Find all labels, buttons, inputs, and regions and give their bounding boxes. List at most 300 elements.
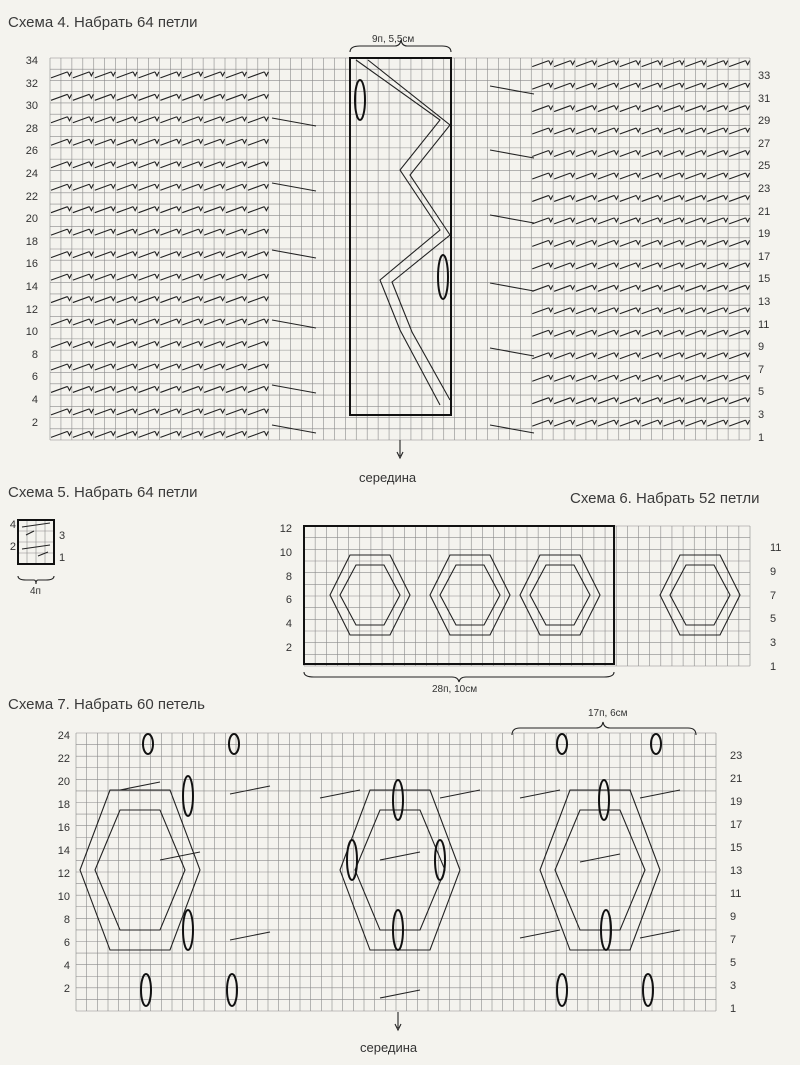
slip-stitch-symbol — [685, 285, 702, 291]
v-stitch-symbol — [133, 319, 137, 323]
v-stitch-symbol — [264, 274, 268, 278]
v-stitch-symbol — [636, 173, 640, 177]
v-stitch-symbol — [243, 386, 247, 390]
v-stitch-symbol — [111, 364, 115, 368]
slip-stitch-symbol — [620, 375, 637, 381]
slip-stitch-symbol — [576, 195, 593, 201]
v-stitch-symbol — [264, 342, 268, 346]
slip-stitch-symbol — [248, 297, 265, 303]
slip-stitch-symbol — [182, 364, 199, 370]
scheme-4-cross-symbol — [272, 385, 316, 393]
row-number: 1 — [758, 431, 765, 444]
slip-stitch-symbol — [182, 139, 199, 145]
slip-stitch-symbol — [576, 61, 593, 67]
v-stitch-symbol — [724, 106, 728, 110]
slip-stitch-symbol — [95, 72, 112, 78]
slip-stitch-symbol — [642, 285, 659, 291]
slip-stitch-symbol — [182, 319, 199, 325]
slip-stitch-symbol — [685, 398, 702, 404]
slip-stitch-symbol — [204, 274, 221, 280]
v-stitch-symbol — [155, 431, 159, 435]
v-stitch-symbol — [593, 83, 597, 87]
slip-stitch-symbol — [620, 128, 637, 134]
v-stitch-symbol — [746, 398, 750, 402]
v-stitch-symbol — [614, 285, 618, 289]
slip-stitch-symbol — [204, 319, 221, 325]
slip-stitch-symbol — [532, 106, 549, 112]
slip-stitch-symbol — [598, 330, 615, 336]
row-number: 32 — [25, 77, 38, 90]
v-stitch-symbol — [155, 207, 159, 211]
v-stitch-symbol — [658, 173, 662, 177]
slip-stitch-symbol — [95, 162, 112, 168]
slip-stitch-symbol — [248, 274, 265, 280]
v-stitch-symbol — [680, 151, 684, 155]
slip-stitch-symbol — [95, 207, 112, 213]
v-stitch-symbol — [155, 274, 159, 278]
v-stitch-symbol — [571, 263, 575, 267]
row-number: 1 — [730, 1003, 737, 1015]
v-stitch-symbol — [680, 263, 684, 267]
v-stitch-symbol — [614, 195, 618, 199]
slip-stitch-symbol — [729, 375, 746, 381]
v-stitch-symbol — [89, 319, 93, 323]
slip-stitch-symbol — [576, 240, 593, 246]
v-stitch-symbol — [133, 274, 137, 278]
slip-stitch-symbol — [707, 218, 724, 224]
slip-stitch-symbol — [160, 229, 177, 235]
v-stitch-symbol — [199, 94, 203, 98]
slip-stitch-symbol — [729, 83, 746, 89]
slip-stitch-symbol — [729, 330, 746, 336]
v-stitch-symbol — [724, 353, 728, 357]
v-stitch-symbol — [549, 420, 553, 424]
slip-stitch-symbol — [160, 72, 177, 78]
scheme-6-cable-shape — [670, 565, 730, 625]
slip-stitch-symbol — [729, 128, 746, 134]
scheme-4-cable-line — [368, 60, 450, 400]
slip-stitch-symbol — [598, 375, 615, 381]
slip-stitch-symbol — [642, 240, 659, 246]
slip-stitch-symbol — [226, 274, 243, 280]
slip-stitch-symbol — [576, 128, 593, 134]
v-stitch-symbol — [111, 117, 115, 121]
scheme-4-cross-symbol — [272, 118, 316, 126]
v-stitch-symbol — [221, 117, 225, 121]
slip-stitch-symbol — [160, 117, 177, 123]
v-stitch-symbol — [702, 308, 706, 312]
slip-stitch-symbol — [51, 162, 68, 168]
v-stitch-symbol — [68, 117, 72, 121]
v-stitch-symbol — [89, 364, 93, 368]
row-number: 29 — [758, 115, 771, 128]
slip-stitch-symbol — [139, 252, 156, 258]
v-stitch-symbol — [593, 330, 597, 334]
slip-stitch-symbol — [73, 409, 90, 415]
v-stitch-symbol — [549, 263, 553, 267]
slip-stitch-symbol — [554, 83, 571, 89]
v-stitch-symbol — [68, 319, 72, 323]
scheme-6-width-label: 28п, 10см — [432, 684, 478, 695]
slip-stitch-symbol — [532, 285, 549, 291]
slip-stitch-symbol — [707, 106, 724, 112]
v-stitch-symbol — [89, 162, 93, 166]
slip-stitch-symbol — [226, 431, 243, 437]
v-stitch-symbol — [680, 375, 684, 379]
slip-stitch-symbol — [707, 353, 724, 359]
slip-stitch-symbol — [117, 386, 134, 392]
v-stitch-symbol — [264, 162, 268, 166]
v-stitch-symbol — [264, 184, 268, 188]
v-stitch-symbol — [746, 285, 750, 289]
row-number: 2 — [9, 541, 16, 553]
slip-stitch-symbol — [642, 398, 659, 404]
v-stitch-symbol — [89, 342, 93, 346]
row-number: 11 — [770, 542, 782, 554]
slip-stitch-symbol — [117, 229, 134, 235]
row-number: 4 — [285, 618, 292, 631]
scheme-6-cable-shape — [430, 555, 510, 635]
v-stitch-symbol — [636, 375, 640, 379]
slip-stitch-symbol — [95, 386, 112, 392]
slip-stitch-symbol — [685, 263, 702, 269]
slip-stitch-symbol — [685, 353, 702, 359]
v-stitch-symbol — [111, 229, 115, 233]
slip-stitch-symbol — [73, 297, 90, 303]
slip-stitch-symbol — [160, 386, 177, 392]
scheme-4-cross-symbol — [490, 150, 534, 158]
v-stitch-symbol — [89, 139, 93, 143]
v-stitch-symbol — [89, 431, 93, 435]
v-stitch-symbol — [221, 364, 225, 368]
slip-stitch-symbol — [664, 173, 681, 179]
slip-stitch-symbol — [642, 151, 659, 157]
v-stitch-symbol — [724, 330, 728, 334]
slip-stitch-symbol — [642, 128, 659, 134]
row-number: 4 — [31, 394, 38, 406]
slip-stitch-symbol — [664, 375, 681, 381]
scheme-4-top-brace — [350, 40, 451, 52]
slip-stitch-symbol — [204, 72, 221, 78]
v-stitch-symbol — [658, 218, 662, 222]
v-stitch-symbol — [614, 330, 618, 334]
v-stitch-symbol — [724, 240, 728, 244]
scheme-4-cross-symbol — [272, 320, 316, 328]
v-stitch-symbol — [571, 195, 575, 199]
v-stitch-symbol — [549, 128, 553, 132]
v-stitch-symbol — [111, 94, 115, 98]
v-stitch-symbol — [111, 162, 115, 166]
v-stitch-symbol — [243, 297, 247, 301]
slip-stitch-symbol — [554, 375, 571, 381]
v-stitch-symbol — [89, 207, 93, 211]
slip-stitch-symbol — [685, 195, 702, 201]
v-stitch-symbol — [702, 353, 706, 357]
slip-stitch-symbol — [73, 274, 90, 280]
slip-stitch-symbol — [685, 128, 702, 134]
slip-stitch-symbol — [664, 308, 681, 314]
v-stitch-symbol — [68, 162, 72, 166]
slip-stitch-symbol — [642, 83, 659, 89]
row-number: 2 — [285, 642, 292, 654]
v-stitch-symbol — [571, 375, 575, 379]
v-stitch-symbol — [746, 263, 750, 267]
v-stitch-symbol — [243, 409, 247, 413]
v-stitch-symbol — [636, 106, 640, 110]
v-stitch-symbol — [571, 330, 575, 334]
scheme-7-cross-symbol — [640, 930, 680, 938]
slip-stitch-symbol — [664, 106, 681, 112]
v-stitch-symbol — [658, 353, 662, 357]
slip-stitch-symbol — [248, 117, 265, 123]
slip-stitch-symbol — [139, 117, 156, 123]
scheme-4-cross-symbol — [490, 283, 534, 291]
slip-stitch-symbol — [532, 330, 549, 336]
v-stitch-symbol — [549, 353, 553, 357]
v-stitch-symbol — [177, 117, 181, 121]
slip-stitch-symbol — [729, 151, 746, 157]
v-stitch-symbol — [593, 240, 597, 244]
v-stitch-symbol — [636, 218, 640, 222]
slip-stitch-symbol — [729, 106, 746, 112]
v-stitch-symbol — [658, 263, 662, 267]
v-stitch-symbol — [89, 409, 93, 413]
v-stitch-symbol — [724, 263, 728, 267]
slip-stitch-symbol — [576, 151, 593, 157]
slip-stitch-symbol — [226, 184, 243, 190]
scheme-4-width-label: 9п, 5,5см — [372, 34, 415, 45]
row-number: 19 — [730, 796, 743, 808]
slip-stitch-symbol — [51, 229, 68, 235]
v-stitch-symbol — [680, 61, 684, 65]
slip-stitch-symbol — [139, 94, 156, 100]
slip-stitch-symbol — [117, 94, 134, 100]
slip-stitch-symbol — [182, 94, 199, 100]
slip-stitch-symbol — [685, 61, 702, 67]
v-stitch-symbol — [614, 173, 618, 177]
v-stitch-symbol — [177, 229, 181, 233]
v-stitch-symbol — [746, 83, 750, 87]
v-stitch-symbol — [221, 229, 225, 233]
slip-stitch-symbol — [554, 420, 571, 426]
slip-stitch-symbol — [139, 274, 156, 280]
slip-stitch-symbol — [554, 240, 571, 246]
slip-stitch-symbol — [532, 420, 549, 426]
v-stitch-symbol — [221, 184, 225, 188]
v-stitch-symbol — [68, 274, 72, 278]
v-stitch-symbol — [571, 353, 575, 357]
slip-stitch-symbol — [226, 207, 243, 213]
v-stitch-symbol — [243, 117, 247, 121]
v-stitch-symbol — [702, 263, 706, 267]
slip-stitch-symbol — [117, 431, 134, 437]
scheme-7-bobble — [141, 974, 151, 1006]
v-stitch-symbol — [155, 117, 159, 121]
slip-stitch-symbol — [95, 229, 112, 235]
v-stitch-symbol — [549, 330, 553, 334]
slip-stitch-symbol — [51, 139, 68, 145]
v-stitch-symbol — [155, 94, 159, 98]
slip-stitch-symbol — [685, 420, 702, 426]
slip-stitch-symbol — [117, 342, 134, 348]
v-stitch-symbol — [133, 117, 137, 121]
slip-stitch-symbol — [248, 342, 265, 348]
slip-stitch-symbol — [664, 353, 681, 359]
slip-stitch-symbol — [532, 240, 549, 246]
slip-stitch-symbol — [707, 308, 724, 314]
slip-stitch-symbol — [51, 409, 68, 415]
v-stitch-symbol — [614, 151, 618, 155]
v-stitch-symbol — [571, 128, 575, 132]
v-stitch-symbol — [658, 398, 662, 402]
row-number: 3 — [730, 980, 737, 992]
slip-stitch-symbol — [707, 128, 724, 134]
slip-stitch-symbol — [204, 94, 221, 100]
v-stitch-symbol — [658, 106, 662, 110]
slip-stitch-symbol — [598, 83, 615, 89]
scheme-7-bobble — [227, 974, 237, 1006]
row-number: 23 — [758, 183, 771, 195]
slip-stitch-symbol — [139, 184, 156, 190]
slip-stitch-symbol — [576, 218, 593, 224]
v-stitch-symbol — [549, 218, 553, 222]
v-stitch-symbol — [89, 297, 93, 301]
slip-stitch-symbol — [160, 207, 177, 213]
slip-stitch-symbol — [554, 285, 571, 291]
v-stitch-symbol — [177, 431, 181, 435]
slip-stitch-symbol — [51, 431, 68, 437]
slip-stitch-symbol — [532, 195, 549, 201]
v-stitch-symbol — [549, 83, 553, 87]
slip-stitch-symbol — [685, 106, 702, 112]
v-stitch-symbol — [68, 342, 72, 346]
row-number: 27 — [758, 137, 771, 150]
v-stitch-symbol — [680, 308, 684, 312]
row-number: 14 — [57, 845, 70, 857]
v-stitch-symbol — [746, 353, 750, 357]
slip-stitch-symbol — [139, 72, 156, 78]
scheme-5-brace — [18, 576, 54, 584]
v-stitch-symbol — [155, 364, 159, 368]
v-stitch-symbol — [177, 162, 181, 166]
row-number: 7 — [730, 934, 737, 946]
v-stitch-symbol — [549, 195, 553, 199]
slip-stitch-symbol — [554, 195, 571, 201]
slip-stitch-symbol — [685, 83, 702, 89]
row-number: 30 — [25, 100, 38, 113]
scheme-4-title: Схема 4. Набрать 64 петли — [8, 14, 198, 31]
slip-stitch-symbol — [160, 94, 177, 100]
slip-stitch-symbol — [95, 94, 112, 100]
slip-stitch-symbol — [664, 128, 681, 134]
v-stitch-symbol — [177, 184, 181, 188]
slip-stitch-symbol — [248, 184, 265, 190]
slip-stitch-symbol — [204, 252, 221, 258]
v-stitch-symbol — [614, 61, 618, 65]
v-stitch-symbol — [636, 151, 640, 155]
v-stitch-symbol — [199, 162, 203, 166]
slip-stitch-symbol — [620, 218, 637, 224]
slip-stitch-symbol — [248, 162, 265, 168]
slip-stitch-symbol — [707, 151, 724, 157]
v-stitch-symbol — [221, 319, 225, 323]
slip-stitch-symbol — [554, 106, 571, 112]
scheme-6-cable-shape — [520, 555, 600, 635]
v-stitch-symbol — [133, 229, 137, 233]
slip-stitch-symbol — [117, 297, 134, 303]
slip-stitch-symbol — [576, 285, 593, 291]
scheme-6-brace — [304, 672, 614, 682]
v-stitch-symbol — [264, 229, 268, 233]
slip-stitch-symbol — [95, 364, 112, 370]
v-stitch-symbol — [724, 83, 728, 87]
slip-stitch-symbol — [160, 342, 177, 348]
v-stitch-symbol — [636, 83, 640, 87]
v-stitch-symbol — [549, 308, 553, 312]
row-number: 23 — [730, 750, 743, 762]
row-number: 3 — [758, 409, 765, 421]
row-number: 7 — [770, 589, 777, 602]
v-stitch-symbol — [636, 128, 640, 132]
scheme-7-bobble — [143, 734, 153, 754]
slip-stitch-symbol — [117, 184, 134, 190]
slip-stitch-symbol — [73, 229, 90, 235]
slip-stitch-symbol — [598, 61, 615, 67]
slip-stitch-symbol — [248, 207, 265, 213]
row-number: 15 — [730, 842, 743, 854]
v-stitch-symbol — [177, 342, 181, 346]
v-stitch-symbol — [111, 252, 115, 256]
v-stitch-symbol — [111, 342, 115, 346]
v-stitch-symbol — [702, 218, 706, 222]
row-number: 1 — [770, 661, 777, 673]
slip-stitch-symbol — [182, 72, 199, 78]
slip-stitch-symbol — [554, 151, 571, 157]
v-stitch-symbol — [636, 398, 640, 402]
v-stitch-symbol — [199, 252, 203, 256]
v-stitch-symbol — [89, 184, 93, 188]
row-number: 10 — [25, 326, 38, 339]
row-number: 8 — [63, 914, 70, 926]
slip-stitch-symbol — [139, 386, 156, 392]
slip-stitch-symbol — [598, 195, 615, 201]
slip-stitch-symbol — [182, 207, 199, 213]
v-stitch-symbol — [155, 386, 159, 390]
v-stitch-symbol — [68, 207, 72, 211]
v-stitch-symbol — [593, 195, 597, 199]
slip-stitch-symbol — [576, 263, 593, 269]
slip-stitch-symbol — [598, 240, 615, 246]
v-stitch-symbol — [593, 353, 597, 357]
v-stitch-symbol — [658, 128, 662, 132]
slip-stitch-symbol — [729, 218, 746, 224]
slip-stitch-symbol — [182, 431, 199, 437]
row-number: 6 — [31, 371, 38, 384]
row-number: 21 — [758, 205, 771, 218]
slip-stitch-symbol — [642, 106, 659, 112]
v-stitch-symbol — [549, 375, 553, 379]
slip-stitch-symbol — [642, 218, 659, 224]
row-number: 28 — [25, 122, 38, 135]
row-number: 2 — [63, 983, 70, 995]
scheme-4-cross-symbol — [490, 348, 534, 356]
row-number: 18 — [57, 799, 70, 811]
slip-stitch-symbol — [160, 431, 177, 437]
v-stitch-symbol — [264, 386, 268, 390]
v-stitch-symbol — [264, 117, 268, 121]
row-number: 9 — [730, 911, 737, 923]
slip-stitch-symbol — [576, 308, 593, 314]
